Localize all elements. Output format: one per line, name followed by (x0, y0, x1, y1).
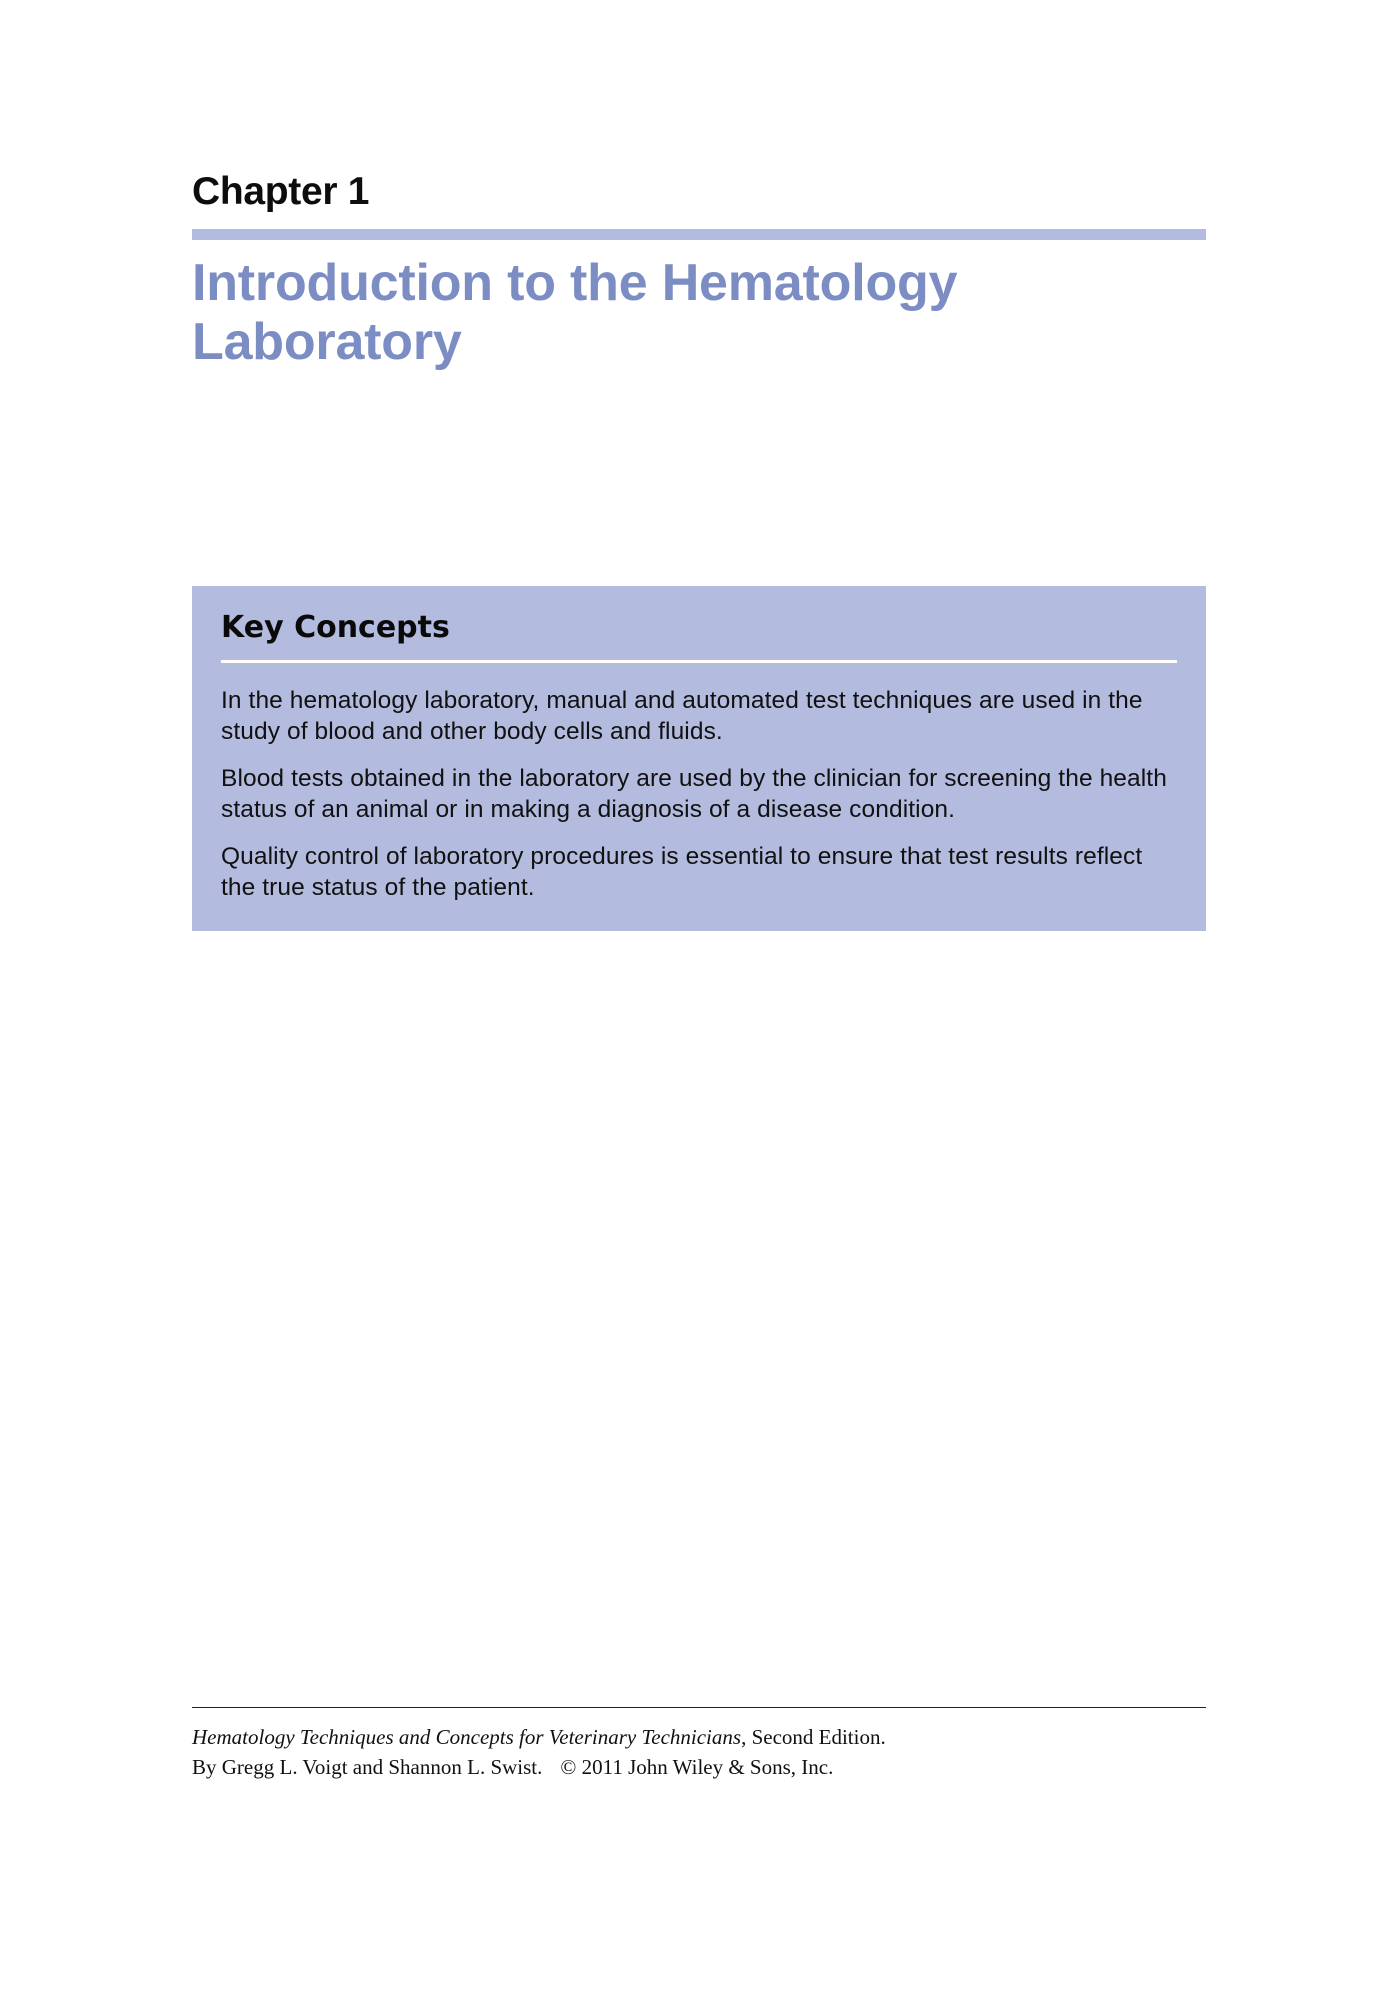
key-concepts-list (221, 685, 1177, 903)
footer-book-title: Hematology Techniques and Concepts for Veterinary Technicians (192, 1725, 742, 1749)
footer-rule (192, 1707, 1206, 1708)
chapter-title (192, 254, 1206, 372)
footer-line1 (192, 1722, 1206, 1752)
footer-edition: , Second Edition. (741, 1725, 886, 1749)
chapter-rule (192, 229, 1206, 240)
key-concept-item: Blood tests obtained in the laboratory are used by the clinician for screening the health status of an animal or in making a diagnosis of a disease condition. (221, 765, 1167, 823)
key-concepts-heading: Key Concepts (221, 610, 450, 645)
chapter-label: Chapter 1 (192, 170, 370, 213)
footer-line2 (192, 1752, 1206, 1782)
key-concept-item: In the hematology laboratory, manual and automated test techniques are used in the study of blood and other body cells and fluids. (221, 687, 1143, 745)
footer-copyright: © 2011 John Wiley & Sons, Inc. (560, 1755, 834, 1779)
chapter-title-line2: Laboratory (192, 313, 462, 371)
footer-authors: By Gregg L. Voigt and Shannon L. Swist. (192, 1755, 543, 1779)
key-concept-item: Quality control of laboratory procedures is essential to ensure that test results reflect the true status of the patient. (221, 843, 1143, 901)
footer-citation (192, 1722, 1206, 1782)
chapter-title-line1: Introduction to the Hematology (192, 254, 958, 312)
key-concepts-box (192, 586, 1206, 931)
key-concepts-rule (221, 660, 1177, 663)
